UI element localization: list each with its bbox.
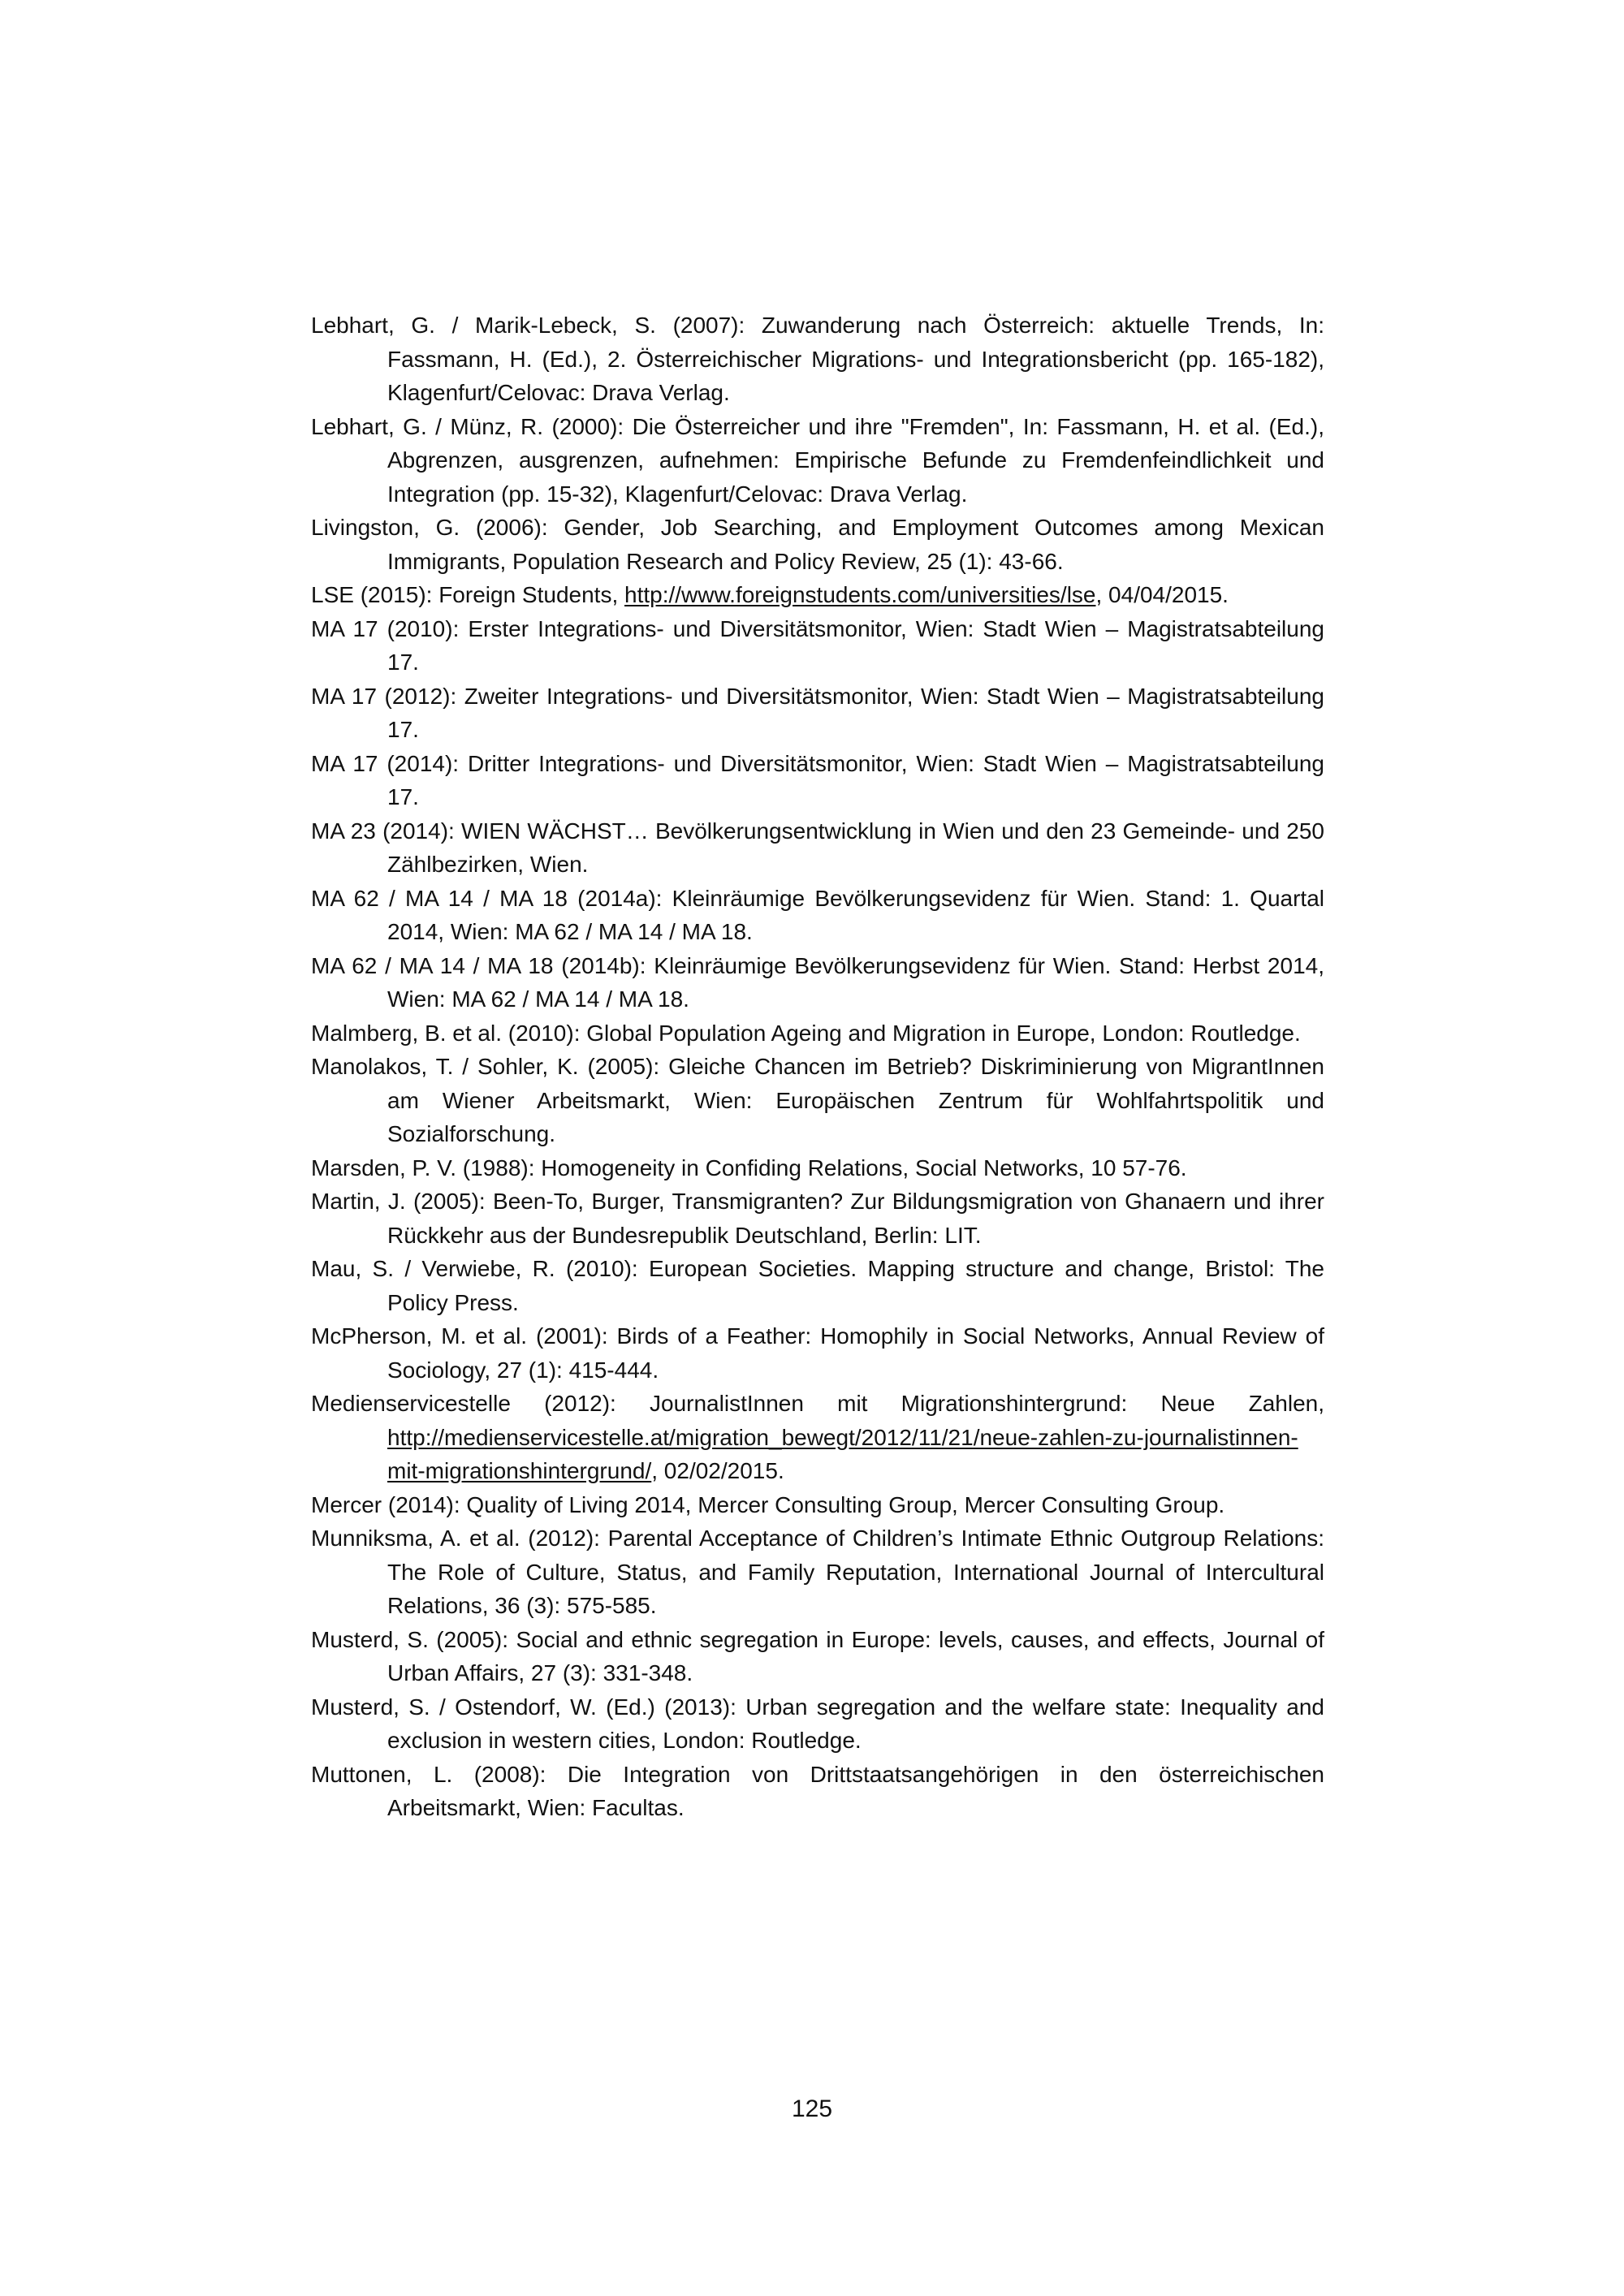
reference-item: Martin, J. (2005): Been-To, Burger, Transmigranten? Zur Bildungsmigration von Ghanaern und ihrer Rückkehr aus der Bundesrepublik Deutschland, Berlin: LIT. (311, 1189, 1324, 1248)
reference-item: MA 62 / MA 14 / MA 18 (2014b): Kleinräumige Bevölkerungsevidenz für Wien. Stand: Herbst 2014, Wien: MA 62 / MA 14 / MA 18. (311, 952, 1324, 1012)
reference-item: MA 62 / MA 14 / MA 18 (2014a): Kleinräumige Bevölkerungsevidenz für Wien. Stand: 1. Quartal 2014, Wien: MA 62 / MA 14 / MA 18. (311, 885, 1324, 944)
reference-item: Lebhart, G. / Münz, R. (2000): Die Österreicher und ihre "Fremden", In: Fassmann, H. et al. (Ed.), Abgrenzen, ausgrenzen, aufnehmen: Empirische Befunde zu Fremdenfeindlichkeit und Integration (pp. 15-32), Klagenfurt/Celovac: Drava Verlag. (311, 413, 1324, 507)
reference-item: Malmberg, B. et al. (2010): Global Population Ageing and Migration in Europe, London: Routledge. (311, 1020, 1301, 1046)
reference-list (311, 309, 1324, 1825)
reference-date: , 04/04/2015. (1095, 582, 1229, 607)
reference-item: MA 17 (2014): Dritter Integrations- und Diversitätsmonitor, Wien: Stadt Wien – Magistratsabteilung 17. (311, 750, 1324, 809)
reference-item: Marsden, P. V. (1988): Homogeneity in Confiding Relations, Social Networks, 10 57-76. (311, 1154, 1187, 1180)
reference-item: Manolakos, T. / Sohler, K. (2005): Gleiche Chancen im Betrieb? Diskriminierung von MigrantInnen am Wiener Arbeitsmarkt, Wien: Europäischen Zentrum für Wohlfahrtspolitik und Sozialforschung. (311, 1054, 1324, 1146)
reference-item (311, 578, 1324, 612)
reference-item: MA 17 (2010): Erster Integrations- und Diversitätsmonitor, Wien: Stadt Wien – Magistratsabteilung 17. (311, 615, 1324, 675)
reference-item: Musterd, S. / Ostendorf, W. (Ed.) (2013): Urban segregation and the welfare state: Inequality and exclusion in western cities, London: Routledge. (311, 1694, 1324, 1753)
reference-item (311, 1387, 1324, 1488)
reference-item: Mercer (2014): Quality of Living 2014, Mercer Consulting Group, Mercer Consulting Group. (311, 1491, 1225, 1517)
reference-link[interactable]: http://www.foreignstudents.com/universities/lse (624, 582, 1096, 607)
reference-item: MA 17 (2012): Zweiter Integrations- und Diversitätsmonitor, Wien: Stadt Wien – Magistratsabteilung 17. (311, 683, 1324, 742)
page-number: 125 (791, 2095, 833, 2122)
reference-text: Medienservicestelle (2012): JournalistInnen mit Migrationshintergrund: Neue Zahlen, (311, 1391, 1324, 1416)
reference-item: Mau, S. / Verwiebe, R. (2010): European Societies. Mapping structure and change, Bristol: The Policy Press. (311, 1256, 1324, 1315)
reference-item: Lebhart, G. / Marik-Lebeck, S. (2007): Zuwanderung nach Österreich: aktuelle Trends, In: Fassmann, H. (Ed.), 2. Österreichischer Migrations- und Integrationsbericht (pp. 165-182), Klagenfurt/Celovac: Drava Verlag. (311, 313, 1324, 405)
reference-date: , 02/02/2015. (651, 1458, 784, 1483)
reference-item: McPherson, M. et al. (2001): Birds of a Feather: Homophily in Social Networks, Annual Review of Sociology, 27 (1): 415-444. (311, 1323, 1324, 1383)
reference-item: Livingston, G. (2006): Gender, Job Searching, and Employment Outcomes among Mexican Immigrants, Population Research and Policy Review, 25 (1): 43-66. (311, 515, 1324, 574)
reference-text: LSE (2015): Foreign Students, (311, 582, 624, 607)
reference-item: Muttonen, L. (2008): Die Integration von Drittstaatsangehörigen in den österreichischen Arbeitsmarkt, Wien: Facultas. (311, 1761, 1324, 1820)
reference-item: MA 23 (2014): WIEN WÄCHST… Bevölkerungsentwicklung in Wien und den 23 Gemeinde- und 250 Zählbezirken, Wien. (311, 818, 1324, 877)
reference-item: Munniksma, A. et al. (2012): Parental Acceptance of Children’s Intimate Ethnic Outgroup Relations: The Role of Culture, Status, and Family Reputation, International Journal of Intercultural Relations, 36 (3): 575-585. (311, 1526, 1324, 1618)
reference-link[interactable]: http://medienservicestelle.at/migration_bewegt/2012/11/21/neue-zahlen-zu-journalistinnen-mit-migrationshintergrund/ (387, 1424, 1298, 1483)
reference-item: Musterd, S. (2005): Social and ethnic segregation in Europe: levels, causes, and effects, Journal of Urban Affairs, 27 (3): 331-348. (311, 1626, 1324, 1685)
